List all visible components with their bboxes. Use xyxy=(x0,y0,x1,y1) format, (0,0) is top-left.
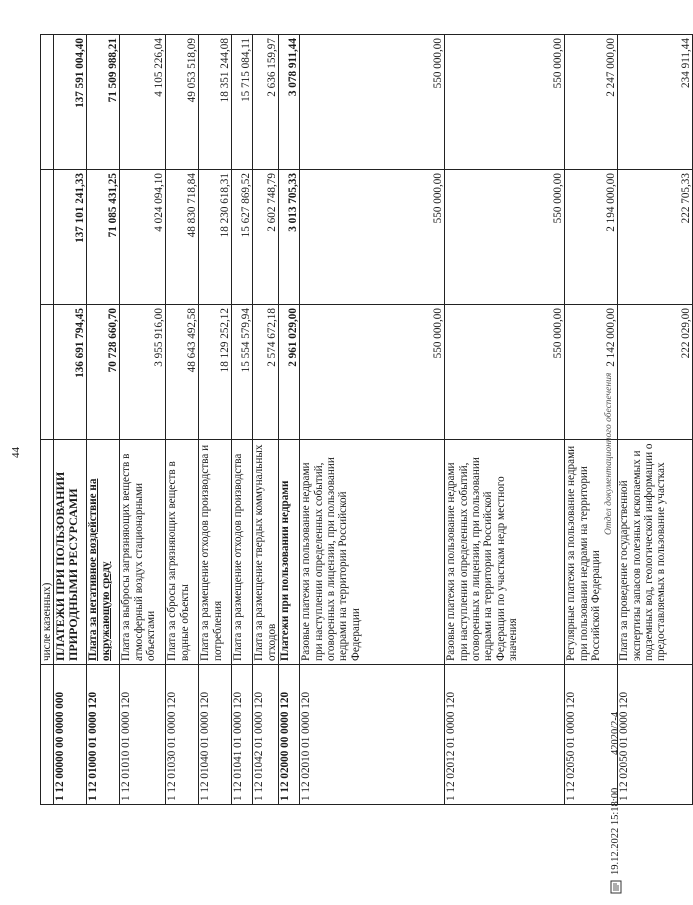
row-name: Плата за негативное воздействие на окружающую среду xyxy=(87,440,120,665)
row-code: 1 12 02000 00 0000 120 xyxy=(279,665,300,805)
row-value-2023: 222 029,00 xyxy=(618,305,693,440)
row-value-2024: 222 705,33 xyxy=(618,170,693,305)
row-code: 1 12 02050 01 0000 120 xyxy=(565,665,618,805)
row-value-2023: 18 129 252,12 xyxy=(199,305,232,440)
row-value-2025: 4 105 226,04 xyxy=(120,35,166,170)
row-value-2025: 550 000,00 xyxy=(445,35,565,170)
row-code: 1 12 02050 01 0000 120 xyxy=(618,665,693,805)
row-value-2024: 48 830 718,84 xyxy=(166,170,199,305)
row-name: Разовые платежи за пользование недрами при наступлении определенных событий, оговоренных в лицензии, при пользовании недрами на территории Российской Федерации xyxy=(300,440,445,665)
footer-doc-number: 42020/2-4 xyxy=(610,711,621,755)
row-value-2025: 49 053 518,09 xyxy=(166,35,199,170)
row-value-2024: 550 000,00 xyxy=(300,170,445,305)
row-name: Плата за размещение отходов производства и потребления xyxy=(199,440,232,665)
row-value-2024: 4 024 094,10 xyxy=(120,170,166,305)
row-value-2025: 137 591 004,40 xyxy=(54,35,87,170)
table-row xyxy=(300,35,445,805)
row-value-2023: 48 643 492,58 xyxy=(166,305,199,440)
row-code: 1 12 01000 01 0000 120 xyxy=(87,665,120,805)
row-code: 1 12 01030 01 0000 120 xyxy=(166,665,199,805)
row-value-2023: 550 000,00 xyxy=(300,305,445,440)
row-value-2023 xyxy=(41,305,54,440)
table-row xyxy=(618,35,693,805)
row-value-2023: 2 574 672,18 xyxy=(253,305,279,440)
row-name: Регулярные платежи за пользование недрами при пользовании недрами на территории Российской Федерации xyxy=(565,440,618,665)
row-value-2025: 3 078 911,44 xyxy=(279,35,300,170)
row-value-2024: 15 627 869,52 xyxy=(232,170,253,305)
row-name: Плата за сбросы загрязняющих веществ в водные объекты xyxy=(166,440,199,665)
row-value-2025: 71 509 988,21 xyxy=(87,35,120,170)
row-name: Плата за размещение отходов производства xyxy=(232,440,253,665)
table-row xyxy=(232,35,253,805)
row-name: Плата за проведение государственной экспертизы запасов полезных ископаемых и подземных вод, геологической информации о предоставляемых в пользование участках xyxy=(618,440,693,665)
row-value-2023: 3 955 916,00 xyxy=(120,305,166,440)
footer-timestamp: 19.12.2022 15:18:00 xyxy=(610,787,621,875)
table-row xyxy=(279,35,300,805)
row-value-2024: 550 000,00 xyxy=(445,170,565,305)
row-value-2025: 234 911,44 xyxy=(618,35,693,170)
stamp-icon xyxy=(608,879,624,895)
row-code: 1 12 02012 01 0000 120 xyxy=(445,665,565,805)
row-code: 1 12 01040 01 0000 120 xyxy=(199,665,232,805)
row-name: Разовые платежи за пользование недрами при наступлении определенных событий, оговоренных в лицензии, при пользовании недрами на территории Российской Федерации по участкам недр местного значения xyxy=(445,440,565,665)
row-name: Плата за размещение твердых коммунальных отходов xyxy=(253,440,279,665)
table-row xyxy=(41,35,54,805)
row-value-2024 xyxy=(41,170,54,305)
row-code: 1 12 01041 01 0000 120 xyxy=(232,665,253,805)
row-value-2024: 18 230 618,31 xyxy=(199,170,232,305)
row-name: Платежи при пользовании недрами xyxy=(279,440,300,665)
row-value-2025: 2 247 000,00 xyxy=(565,35,618,170)
row-value-2025: 2 636 159,97 xyxy=(253,35,279,170)
row-value-2025: 18 351 244,08 xyxy=(199,35,232,170)
page-number: 44 xyxy=(10,447,22,458)
budget-table xyxy=(40,34,693,805)
table-row xyxy=(253,35,279,805)
row-value-2023: 70 728 660,70 xyxy=(87,305,120,440)
row-code xyxy=(41,665,54,805)
row-value-2024: 3 013 705,33 xyxy=(279,170,300,305)
table-row xyxy=(87,35,120,805)
row-value-2023: 15 554 579,94 xyxy=(232,305,253,440)
table-row xyxy=(445,35,565,805)
row-value-2025: 15 715 084,11 xyxy=(232,35,253,170)
row-value-2025: 550 000,00 xyxy=(300,35,445,170)
row-name: Плата за выбросы загрязняющих веществ в атмосферный воздух стационарными объектами xyxy=(120,440,166,665)
row-value-2024: 137 101 241,33 xyxy=(54,170,87,305)
row-value-2024: 2 194 000,00 xyxy=(565,170,618,305)
row-code: 1 12 00000 00 0000 000 xyxy=(54,665,87,805)
row-name: числе казенных) xyxy=(41,440,54,665)
row-code: 1 12 01010 01 0000 120 xyxy=(120,665,166,805)
table-row xyxy=(199,35,232,805)
row-value-2024: 2 602 748,79 xyxy=(253,170,279,305)
row-name: ПЛАТЕЖИ ПРИ ПОЛЬЗОВАНИИ ПРИРОДНЫМИ РЕСУРСАМИ xyxy=(54,440,87,665)
budget-table-body xyxy=(41,35,693,805)
row-value-2023: 136 691 794,45 xyxy=(54,305,87,440)
footer-department: Отдел документационного обеспечения xyxy=(604,372,614,535)
row-value-2024: 71 085 431,25 xyxy=(87,170,120,305)
row-value-2025 xyxy=(41,35,54,170)
row-value-2023: 2 961 029,00 xyxy=(279,305,300,440)
table-row xyxy=(120,35,166,805)
table-row xyxy=(166,35,199,805)
row-code: 1 12 01042 01 0000 120 xyxy=(253,665,279,805)
table-row xyxy=(54,35,87,805)
row-value-2023: 550 000,00 xyxy=(445,305,565,440)
row-value-2023: 2 142 000,00 xyxy=(565,305,618,440)
row-code: 1 12 02010 01 0000 120 xyxy=(300,665,445,805)
